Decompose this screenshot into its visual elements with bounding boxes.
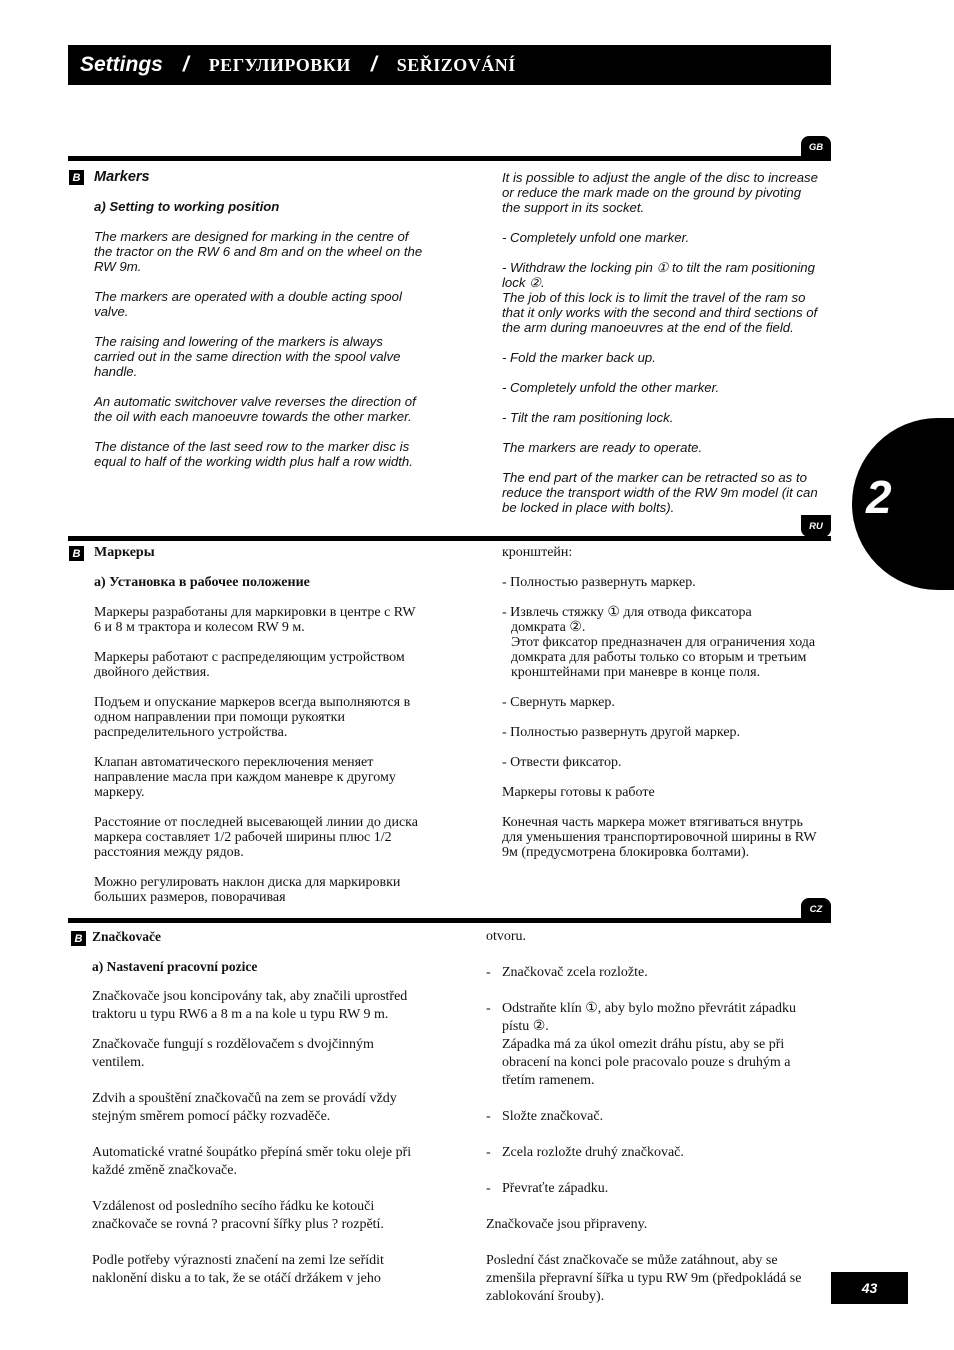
cz-paragraph: Značkovače fungují s rozdělovačem s dvojčinným ventilem. [92, 1037, 374, 1070]
list-dash: - [486, 1001, 491, 1016]
cz-paragraph: Značkovače jsou koncipovány tak, aby značili uprostřed traktoru u typu RW6 a 8 m a na kole u typu RW 9 m. [92, 989, 408, 1022]
gb-step: - Withdraw the locking pin ① to tilt the ram positioning lock ②. [502, 260, 815, 290]
gb-step: - Completely unfold the other marker. [502, 380, 720, 395]
header-title-cz: SEŘIZOVÁNÍ [396, 54, 516, 75]
lang-tag-ru: RU [801, 515, 831, 537]
ru-step-continued: домкрата ②. [511, 620, 586, 635]
cz-paragraph: Zdvih a spouštění značkovačů na zem se provádí vždy stejným směrem pomocí páčky rozvaděče. [92, 1091, 397, 1124]
ru-step: - Полностью развернуть другой маркер. [502, 725, 741, 740]
cz-right-column [486, 928, 810, 1306]
gb-paragraph: The markers are ready to operate. [502, 440, 703, 455]
cz-step [486, 1000, 810, 1036]
section-rule-cz [68, 918, 831, 923]
ru-left-column [94, 545, 424, 905]
cz-paragraph: Automatické vratné šoupátko přepíná směr toku oleje při každé změně značkovače. [92, 1145, 412, 1178]
cz-step-text: Převraťte západku. [502, 1181, 609, 1196]
gb-left-column [94, 170, 424, 469]
list-dash: - [486, 1109, 491, 1124]
gb-step: - Tilt the ram positioning lock. [502, 410, 674, 425]
gb-right-column [502, 170, 820, 515]
list-dash: - [486, 1145, 491, 1160]
cz-paragraph: Poslední část značkovače se může zatáhnout, aby se zmenšila přepravní šířka u typu RW 9m (předpokládá se zablokování šrouby). [486, 1253, 802, 1304]
ru-paragraph: Подъем и опускание маркеров всегда выполняются в одном направлении при помощи рукоятки распределительного устройства. [94, 695, 411, 740]
page-header-bar [68, 45, 831, 85]
gb-paragraph: The markers are designed for marking in the centre of the tractor on the RW 6 and 8m and on the wheel on the RW 9m. [94, 229, 423, 274]
list-dash: - [486, 1181, 491, 1196]
gb-paragraph: The end part of the marker can be retracted so as to reduce the transport width of the RW 9m model (it can be locked in place with bolts). [502, 470, 818, 515]
lang-tag-cz: CZ [801, 898, 831, 920]
ru-step: - Полностью развернуть маркер. [502, 575, 696, 590]
ru-step: - Отвести фиксатор. [502, 755, 622, 770]
cz-paragraph: Podle potřeby výraznosti značení na zemi lze seřídit naklonění disku a to tak, že se otáčí držákem v jeho [92, 1253, 384, 1286]
gb-subtitle: a) Setting to working position [94, 199, 280, 214]
section-b-icon: B [69, 546, 84, 561]
section-b-icon: B [69, 170, 84, 185]
cz-paragraph: Západka má za úkol omezit dráhu pístu, aby se při obracení na konci pole pracovalo pouze s druhým a třetím ramenem. [502, 1037, 791, 1088]
ru-paragraph: Расстояние от последней высевающей линии до диска маркера составляет 1/2 рабочей ширины плюс 1/2 расстояния между рядов. [94, 815, 418, 860]
gb-step: - Fold the marker back up. [502, 350, 656, 365]
cz-subtitle: a) Nastavení pracovní pozice [92, 959, 258, 974]
cz-step-text: Složte značkovač. [502, 1109, 604, 1124]
page-number: 43 [831, 1272, 908, 1304]
gb-paragraph: The raising and lowering of the markers is always carried out in the same direction with the spool valve handle. [94, 334, 401, 379]
cz-step-text: Odstraňte klín ①, aby bylo možno převrátit západku pístu ②. [502, 1001, 797, 1034]
list-dash: - [486, 965, 491, 980]
cz-paragraph: otvoru. [486, 929, 527, 944]
cz-step-text: Značkovač zcela rozložte. [502, 965, 648, 980]
chapter-number: 2 [866, 471, 892, 523]
ru-paragraph: Клапан автоматического переключения меняет направление масла при каждом маневре к другому маркеру. [94, 755, 396, 800]
ru-step: - Свернуть маркер. [502, 695, 615, 710]
ru-right-column [502, 545, 820, 860]
ru-subtitle: а) Установка в рабочее положение [94, 575, 310, 590]
gb-paragraph: The markers are operated with a double acting spool valve. [94, 289, 402, 319]
ru-paragraph: Конечная часть маркера может втягиваться внутрь для уменьшения транспортировочной ширины в RW 9м (предусмотрена блокировка болтами). [502, 815, 817, 860]
header-title-ru: РЕГУЛИРОВКИ [208, 54, 351, 75]
gb-paragraph: The distance of the last seed row to the marker disc is equal to half of the working width plus half a row width. [94, 439, 413, 469]
ru-paragraph: Маркеры разработаны для маркировки в центре с RW 6 и 8 м трактора и колесом RW 9 м. [94, 605, 416, 635]
ru-paragraph: Можно регулировать наклон диска для маркировки больших размеров, поворачивая [94, 875, 401, 905]
section-rule-gb [68, 156, 831, 161]
header-title-en: Settings [80, 53, 163, 76]
cz-paragraph: Vzdálenost od posledního secího řádku ke kotouči značkovače se rovná ? pracovní šířky plus ? rozpětí. [92, 1199, 384, 1232]
cz-section-title: Značkovače [92, 929, 161, 944]
section-b-icon: B [71, 931, 86, 946]
gb-paragraph: It is possible to adjust the angle of the disc to increase or reduce the mark made on the ground by pivoting the support in its socket. [502, 170, 818, 215]
lang-tag-gb: GB [801, 136, 831, 158]
cz-step [486, 1108, 810, 1126]
header-separator: / [182, 53, 189, 76]
cz-left-column [92, 928, 420, 1288]
gb-step: - Completely unfold one marker. [502, 230, 690, 245]
ru-paragraph: Маркеры работают с распределяющим устройством двойного действия. [94, 650, 405, 680]
ru-section-title: Маркеры [94, 545, 155, 560]
gb-section-title: Markers [94, 169, 150, 185]
ru-paragraph: Маркеры готовы к работе [502, 785, 655, 800]
cz-paragraph: Značkovače jsou připraveny. [486, 1217, 648, 1232]
cz-step [486, 1180, 810, 1198]
section-rule-ru [68, 536, 831, 541]
cz-step-text: Zcela rozložte druhý značkovač. [502, 1145, 684, 1160]
ru-step: - Извлечь стяжку ① для отвода фиксатора [502, 605, 752, 620]
header-separator: / [370, 53, 377, 76]
ru-paragraph: Этот фиксатор предназначен для ограничения хода домкрата для работы только со вторым и третьим кронштейнами при маневре в конце поля. [511, 635, 816, 680]
ru-paragraph: кронштейн: [502, 545, 573, 560]
gb-paragraph: An automatic switchover valve reverses the direction of the oil with each manoeuvre towards the other marker. [94, 394, 416, 424]
cz-step [486, 1144, 810, 1162]
cz-step [486, 964, 810, 982]
gb-paragraph: The job of this lock is to limit the travel of the ram so that it only works with the second and third sections of the arm during manoeuvres at the end of the field. [502, 290, 818, 335]
